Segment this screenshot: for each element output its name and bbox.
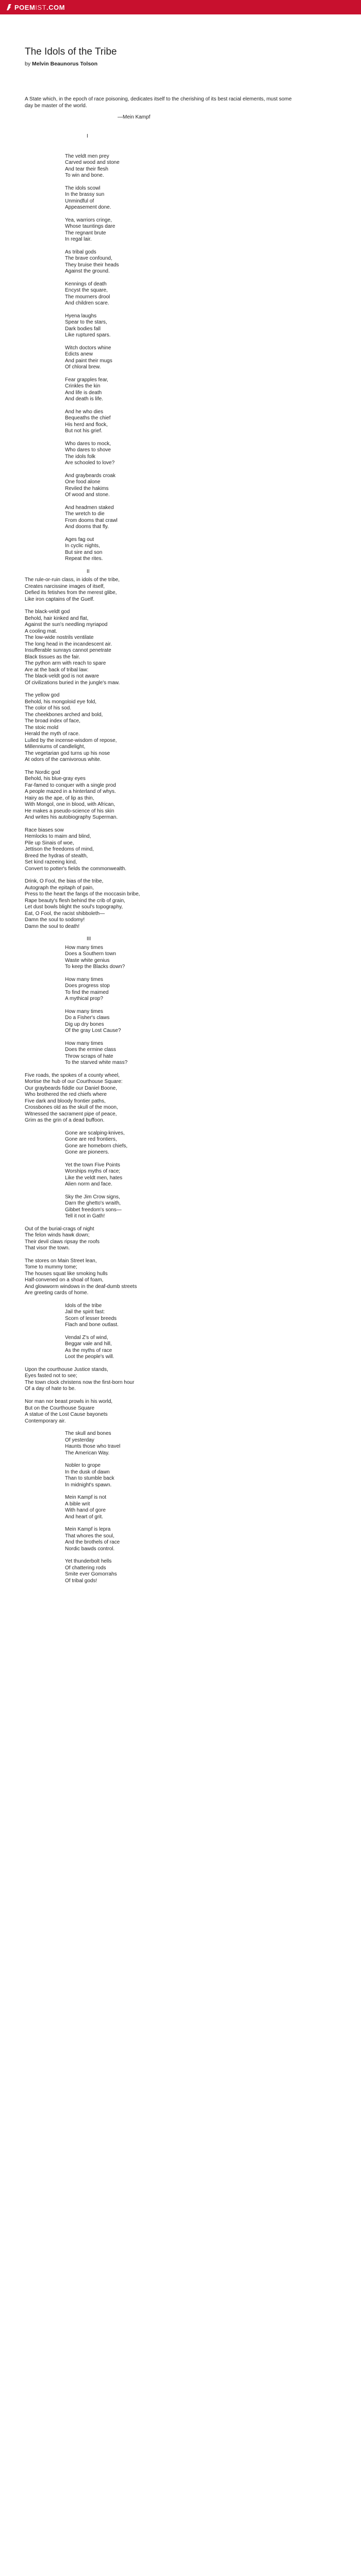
- poem-line: The idols folk: [65, 453, 95, 460]
- poem-line: Drink, O Fool, the bias of the tribe,: [25, 878, 104, 884]
- poem-line: Tell it not in Gath!: [65, 1213, 105, 1219]
- site-logo-link[interactable]: [14, 4, 65, 11]
- stanza: [25, 1367, 336, 1425]
- section-numeral-1: I: [87, 133, 88, 139]
- poem-line: Gone are red frontiers,: [65, 1137, 117, 1142]
- poem-line: And headmen staked: [65, 504, 114, 511]
- poem-line: Hemlocks to maim and blind,: [25, 834, 91, 839]
- poem-line: That visor the town.: [25, 1245, 70, 1251]
- poem-line: Yet thunderbolt hells: [65, 1558, 112, 1564]
- stanza: [65, 505, 336, 531]
- poem-line: A people mazed in a hinterland of whys.: [25, 789, 116, 794]
- poem-line: Beggar vale and hill,: [65, 1341, 112, 1347]
- poem-line: The broad index of face,: [25, 718, 80, 724]
- poem-line: Yea, warriors cringe,: [65, 217, 112, 223]
- poem-line: Mortise the hub of our Courthouse Square:: [25, 1079, 123, 1084]
- poem-line: Nobler to grope: [65, 1463, 101, 1468]
- poem-line: He makes a pseudo-science of his skin: [25, 808, 114, 814]
- poem-line: Insufferable sunrays cannot penetrate: [25, 648, 111, 653]
- poem-line: In the dusk of dawn: [65, 1469, 110, 1475]
- poem-line: Gone are pioneers.: [65, 1149, 109, 1155]
- poem-line: As the myths of race: [65, 1347, 112, 1353]
- poem-line: Like ruptured spars.: [65, 332, 111, 338]
- poem-line: They bruise their heads: [65, 262, 119, 268]
- stanza: [65, 1041, 336, 1066]
- logo-text-ist: IST: [35, 3, 47, 11]
- poem-line: Jettison the freedoms of mind,: [25, 846, 94, 852]
- poem-line: Do a Fisher's claws: [65, 1015, 110, 1021]
- poem-line: The felon winds hawk down;: [25, 1232, 90, 1238]
- poem-line: Their devil claws ripsay the roofs: [25, 1239, 100, 1245]
- poem-line: As tribal gods: [65, 249, 96, 255]
- poem-line: Who brothered the red chiefs where: [25, 1092, 107, 1097]
- poem-line: Are schooled to love?: [65, 460, 115, 466]
- poem-line: Jail the spirit fast:: [65, 1309, 105, 1315]
- poem-line: Gone are scalping-knives,: [65, 1130, 125, 1136]
- poem-line: The vegetarian god turns up his nose: [25, 750, 110, 756]
- site-header: [0, 0, 361, 14]
- poem-line: But on the Courthouse Square: [25, 1405, 95, 1411]
- poem-line: The python arm with reach to spare: [25, 660, 106, 666]
- stanza: [65, 377, 336, 403]
- poem-line: Black tissues as the fair.: [25, 654, 80, 660]
- poem-line: And children scare.: [65, 300, 109, 306]
- poem-line: Witch doctors whine: [65, 345, 111, 351]
- poem-line: From dooms that crawl: [65, 517, 118, 523]
- poem-line: Against the sun's needling myriapod: [25, 622, 108, 628]
- stanza: [65, 1335, 336, 1361]
- poem-line: A cooling mat.: [25, 628, 57, 634]
- poem-line: The cheekbones arched and bold,: [25, 711, 103, 718]
- logo-text-com: .COM: [46, 3, 65, 11]
- poem-line: The black-veldt god: [25, 609, 70, 615]
- poem-line: Hyena laughs: [65, 313, 97, 319]
- poem-page: [0, 14, 361, 1584]
- poem-line: Does the ermine class: [65, 1047, 116, 1053]
- poem-line: Encyst the square,: [65, 287, 108, 293]
- poem-line: The black-veldt god is not aware: [25, 673, 99, 679]
- stanza: [65, 945, 336, 971]
- poem-line: A bible writ: [65, 1501, 90, 1507]
- poem-line: Five roads, the spokes of a county wheel,: [25, 1072, 120, 1078]
- stanza: [65, 1130, 336, 1156]
- poem-line: But not his grief.: [65, 428, 103, 434]
- poem-line: The veldt men prey: [65, 153, 109, 159]
- poem-line: Behold, his mongoloid eye fold,: [25, 699, 96, 705]
- poem-line: Fear grapples fear,: [65, 377, 108, 383]
- poem-line: In midnight's spawn.: [65, 1482, 112, 1488]
- poem-line: Five dark and bloody frontier paths,: [25, 1098, 106, 1104]
- byline: [25, 61, 336, 67]
- stanza: [65, 249, 336, 275]
- poem-line: Out of the burial-crags of night: [25, 1226, 94, 1232]
- poem-line: Behold, his blue-gray eyes: [25, 776, 86, 782]
- poem-line: Herald the myth of race.: [25, 731, 80, 737]
- poem-line: Yet the town Five Points: [65, 1162, 120, 1168]
- poem-line: And death is life.: [65, 396, 103, 402]
- poem-line: A mythical prop?: [65, 996, 103, 1002]
- stanza: [65, 1009, 336, 1035]
- poem-line: Of chloral brew.: [65, 364, 101, 370]
- poem-line: The skull and bones: [65, 1431, 111, 1436]
- poem-line: The mourners drool: [65, 294, 110, 300]
- poem-line: Darn the ghetto's wraith,: [65, 1200, 121, 1206]
- stanza: [65, 1194, 336, 1220]
- stanza: [65, 441, 336, 467]
- poem-line: Reviled the hakims: [65, 485, 109, 492]
- poem-line: [25, 1393, 336, 1399]
- section-3-idols: [65, 1303, 336, 1361]
- poem-line: Upon the courthouse Justice stands,: [25, 1366, 108, 1372]
- poem-line: How many times: [65, 1008, 103, 1014]
- poem-line: Grim as the grin of a dead buffoon.: [25, 1117, 105, 1123]
- stanza: [65, 473, 336, 499]
- poem-line: How many times: [65, 1040, 103, 1046]
- poem-line: Ages fag out: [65, 536, 94, 543]
- stanza: [65, 409, 336, 435]
- poem-line: Autograph the epitaph of pain,: [25, 885, 94, 891]
- poem-line: Our graybeards fiddle our Daniel Boone,: [25, 1085, 117, 1091]
- poem-line: Repeat the rites.: [65, 556, 103, 562]
- poem-line: The wretch to die: [65, 511, 105, 517]
- stanza: [65, 1463, 336, 1488]
- poem-line: Haunts those who travel: [65, 1444, 121, 1449]
- section-3-questions: [65, 945, 336, 1066]
- stanza: [65, 281, 336, 307]
- poem-line: In regal lair.: [65, 236, 92, 242]
- poem-line: The town clock christens now the first-born hour: [25, 1379, 135, 1385]
- poem-line: Does a Southern town: [65, 951, 116, 957]
- poem-line: Mein Kampf is lepra: [65, 1527, 111, 1532]
- poem-line: Who dares to mock,: [65, 440, 111, 447]
- poem-line: That whores the soul,: [65, 1533, 114, 1539]
- poem-line: Let dust bowls blight the soul's topography,: [25, 904, 123, 910]
- poem-line: Are greeting cards of home.: [25, 1290, 89, 1296]
- poem-line: To find the maimed: [65, 989, 109, 995]
- poem-line: Gone are homeborn chiefs,: [65, 1143, 128, 1149]
- stanza: [25, 1226, 336, 1252]
- poem-body: [25, 133, 336, 1584]
- poem-line: Set kind razeeing kind,: [25, 859, 77, 865]
- poem-line: Bequeaths the chief: [65, 415, 111, 421]
- poem-line: Defied its fetishes from the merest glibe,: [25, 590, 117, 596]
- poem-line: And dooms that fly.: [65, 524, 109, 530]
- poem-line: Carved wood and stone: [65, 160, 120, 165]
- author-link[interactable]: Melvin Beaunorus Tolson: [32, 61, 97, 67]
- poem-line: Vendal Z's of wind,: [65, 1334, 108, 1341]
- poem-line: The low-wide nostrils ventilate: [25, 635, 94, 640]
- poem-line: Nordic bawds control.: [65, 1546, 115, 1552]
- poem-line: Idols of the tribe: [65, 1302, 102, 1309]
- stanza: [65, 1558, 336, 1584]
- stanza: [65, 1495, 336, 1520]
- stanza: [65, 977, 336, 1003]
- poem-line: The idols scowl: [65, 185, 101, 191]
- poem-line: Loot the people's will.: [65, 1354, 114, 1360]
- stanza: [65, 537, 336, 563]
- poem-line: Edicts anew: [65, 351, 93, 357]
- stanza: [25, 1258, 336, 1297]
- poem-line: And life is death: [65, 389, 102, 396]
- poem-line: Smite ever Gomorrahs: [65, 1571, 117, 1577]
- poem-line: Who dares to shove: [65, 447, 111, 453]
- poem-line: The Nordic god: [25, 769, 60, 775]
- poem-line: Gibbet freedom's sons—: [65, 1207, 122, 1213]
- section-3-gone: [65, 1130, 336, 1220]
- poem-line: And writes his autobiography Superman.: [25, 815, 118, 820]
- stanza: [25, 609, 336, 686]
- poem-line: The stores on Main Street lean,: [25, 1258, 97, 1264]
- poem-line: Worships myths of race;: [65, 1168, 121, 1174]
- poem-line: Damn the soul to death!: [25, 923, 80, 929]
- poem-title: The Idols of the Tribe: [25, 46, 117, 57]
- poem-line: Unmindful of: [65, 198, 94, 204]
- stanza: [65, 1527, 336, 1552]
- poem-line: With hand of gore: [65, 1507, 106, 1513]
- section-3-felon-winds: [25, 1226, 336, 1297]
- poem-line: Of civilizations buried in the jungle's maw.: [25, 680, 120, 686]
- quill-logo-icon: [6, 4, 12, 11]
- poem-line: But sire and son: [65, 549, 103, 555]
- stanza: [25, 827, 336, 873]
- poem-line: The long head in the incandescent air.: [25, 641, 112, 647]
- poem-line: Of yesterday: [65, 1437, 94, 1443]
- poem-line: Lulled by the incense-wisdom of repose,: [25, 737, 117, 743]
- poem-line: Hairy as the ape, of lip as thin,: [25, 795, 94, 801]
- epigraph: A State which, in the epoch of race poisoning, dedicates itself to the cherishing of its best racial elements, must some day be master of the world.: [25, 96, 292, 109]
- poem-line: Millenniums of candlelight,: [25, 744, 86, 750]
- poem-line: His herd and flock,: [65, 421, 108, 428]
- poem-line: In cyclic nights,: [65, 543, 100, 549]
- stanza: [65, 1162, 336, 1188]
- poem-line: In the brassy sun: [65, 192, 105, 197]
- poem-line: Half-convened on a shoal of foam,: [25, 1277, 104, 1283]
- poem-line: A statue of the Lost Cause bayonets: [25, 1412, 108, 1417]
- poem-line: Throw scraps of hate: [65, 1053, 113, 1059]
- poem-line: The rule-or-ruin class, in idols of the tribe,: [25, 577, 120, 583]
- poem-line: To win and bone.: [65, 173, 104, 178]
- stanza: [65, 185, 336, 211]
- poem-line: And glowworm windows in the deaf-dumb streets: [25, 1283, 137, 1290]
- byline-prefix: by: [25, 61, 31, 67]
- poem-line: Rape beauty's flesh behind the crib of grain,: [25, 897, 125, 904]
- poem-line: Race biases sow: [25, 827, 64, 833]
- poem-line: How many times: [65, 944, 103, 951]
- poem-line: Scorn of lesser breeds: [65, 1315, 117, 1321]
- poem-line: Appeasement done.: [65, 205, 111, 210]
- poem-line: Eat, O Fool, the racist shibboleth—: [25, 910, 105, 917]
- poem-line: Kennings of death: [65, 281, 107, 287]
- poem-line: Does progress stop: [65, 983, 110, 989]
- stanza: [65, 217, 336, 243]
- poem-line: Tome to mummy tome;: [25, 1264, 77, 1270]
- poem-line: Like the veldt men, hates: [65, 1175, 123, 1181]
- poem-line: Whose tauntings dare: [65, 224, 116, 229]
- poem-line: To keep the Blacks down?: [65, 964, 125, 970]
- section-2: [25, 577, 336, 930]
- poem-line: Of a day of hate to be.: [25, 1386, 76, 1392]
- poem-line: Convert to potter's fields the commonwealth.: [25, 866, 127, 872]
- poem-line: The yellow god: [25, 692, 60, 698]
- poem-line: Witnessed the sacrament pipe of peace,: [25, 1111, 117, 1117]
- section-numeral-3: III: [87, 936, 91, 942]
- poem-line: Of wood and stone.: [65, 492, 110, 498]
- poem-line: Against the ground.: [65, 268, 110, 274]
- poem-line: Mein Kampf is not: [65, 1495, 107, 1500]
- stanza: [25, 692, 336, 764]
- poem-line: How many times: [65, 976, 103, 982]
- stanza: [65, 1431, 336, 1456]
- poem-line: Behold, hair kinked and flat,: [25, 615, 89, 621]
- poem-line: At odors of the carnivorous white.: [25, 757, 102, 762]
- poem-line: And the brothels of race: [65, 1539, 120, 1545]
- poem-line: Alien norm and face.: [65, 1181, 112, 1187]
- poem-line: And heart of grit.: [65, 1514, 103, 1520]
- poem-line: With Mongol, one in blood, with African,: [25, 802, 116, 807]
- poem-line: The houses squat like smoking hulls: [25, 1270, 108, 1277]
- poem-line: The regnant brute: [65, 230, 106, 236]
- poem-line: Flach and bone outlast.: [65, 1322, 119, 1328]
- section-numeral-2: II: [87, 568, 90, 574]
- stanza: [25, 1073, 336, 1124]
- poem-line: Of tribal gods!: [65, 1578, 97, 1584]
- stanza: [65, 345, 336, 371]
- poem-line: Like iron captains of the Guelf.: [25, 596, 95, 602]
- section-1: [65, 154, 336, 563]
- stanza: [65, 1303, 336, 1329]
- stanza: [65, 313, 336, 339]
- poem-line: Press to the heart the fangs of the moccasin bribe,: [25, 891, 140, 897]
- stanza: [25, 878, 336, 930]
- poem-line: To the starved white mass?: [65, 1060, 128, 1065]
- poem-line: Damn the soul to sodomy!: [25, 917, 85, 923]
- poem-line: Far-famed to conquer with a single prod: [25, 782, 116, 788]
- stanza: [65, 154, 336, 179]
- poem-line: Than to stumble back: [65, 1476, 114, 1481]
- poem-line: Are at the back of tribal law:: [25, 667, 89, 673]
- poem-line: Eyes fasted not to see;: [25, 1373, 77, 1379]
- poem-line: Dig up dry bones: [65, 1021, 104, 1027]
- poem-line: Breed the hydras of stealth,: [25, 853, 88, 859]
- poem-line: One food alone: [65, 479, 101, 485]
- poem-line: Spear to the stars,: [65, 319, 107, 325]
- poem-line: Contemporary air.: [25, 1418, 66, 1424]
- poem-line: The brave confound,: [65, 256, 112, 261]
- poem-line: Pile up Sinais of woe,: [25, 840, 74, 846]
- epigraph-attribution: —Mein Kampf: [118, 114, 151, 120]
- poem-line: Dark bodies fall: [65, 326, 101, 332]
- section-3-courthouse: [25, 1367, 336, 1425]
- poem-line: The color of his sod.: [25, 705, 72, 711]
- section-3-closing: [65, 1431, 336, 1584]
- poem-line: The stoic mold: [25, 724, 59, 731]
- poem-line: And graybeards croak: [65, 472, 116, 479]
- poem-line: Of the gray Lost Cause?: [65, 1028, 121, 1033]
- stanza: [25, 770, 336, 821]
- poem-line: Nor man nor beast prowls in his world,: [25, 1399, 113, 1404]
- poem-line: And he who dies: [65, 409, 103, 415]
- poem-line: Sky the Jim Crow signs,: [65, 1194, 120, 1200]
- poem-line: And paint their mugs: [65, 358, 112, 364]
- poem-line: Creates narcissine images of itself,: [25, 583, 105, 589]
- poem-line: Waste white genius: [65, 957, 110, 963]
- poem-line: Crossbones old as the skull of the moon,: [25, 1105, 118, 1110]
- poem-line: Crinkles the kin: [65, 383, 101, 389]
- poem-line: The American Way.: [65, 1450, 110, 1456]
- poem-line: And tear their flesh: [65, 166, 108, 172]
- logo-text-poem: POEM: [14, 3, 36, 11]
- section-3-five-roads: [25, 1073, 336, 1124]
- poem-line: Of chattering rods: [65, 1565, 106, 1571]
- stanza: [25, 577, 336, 603]
